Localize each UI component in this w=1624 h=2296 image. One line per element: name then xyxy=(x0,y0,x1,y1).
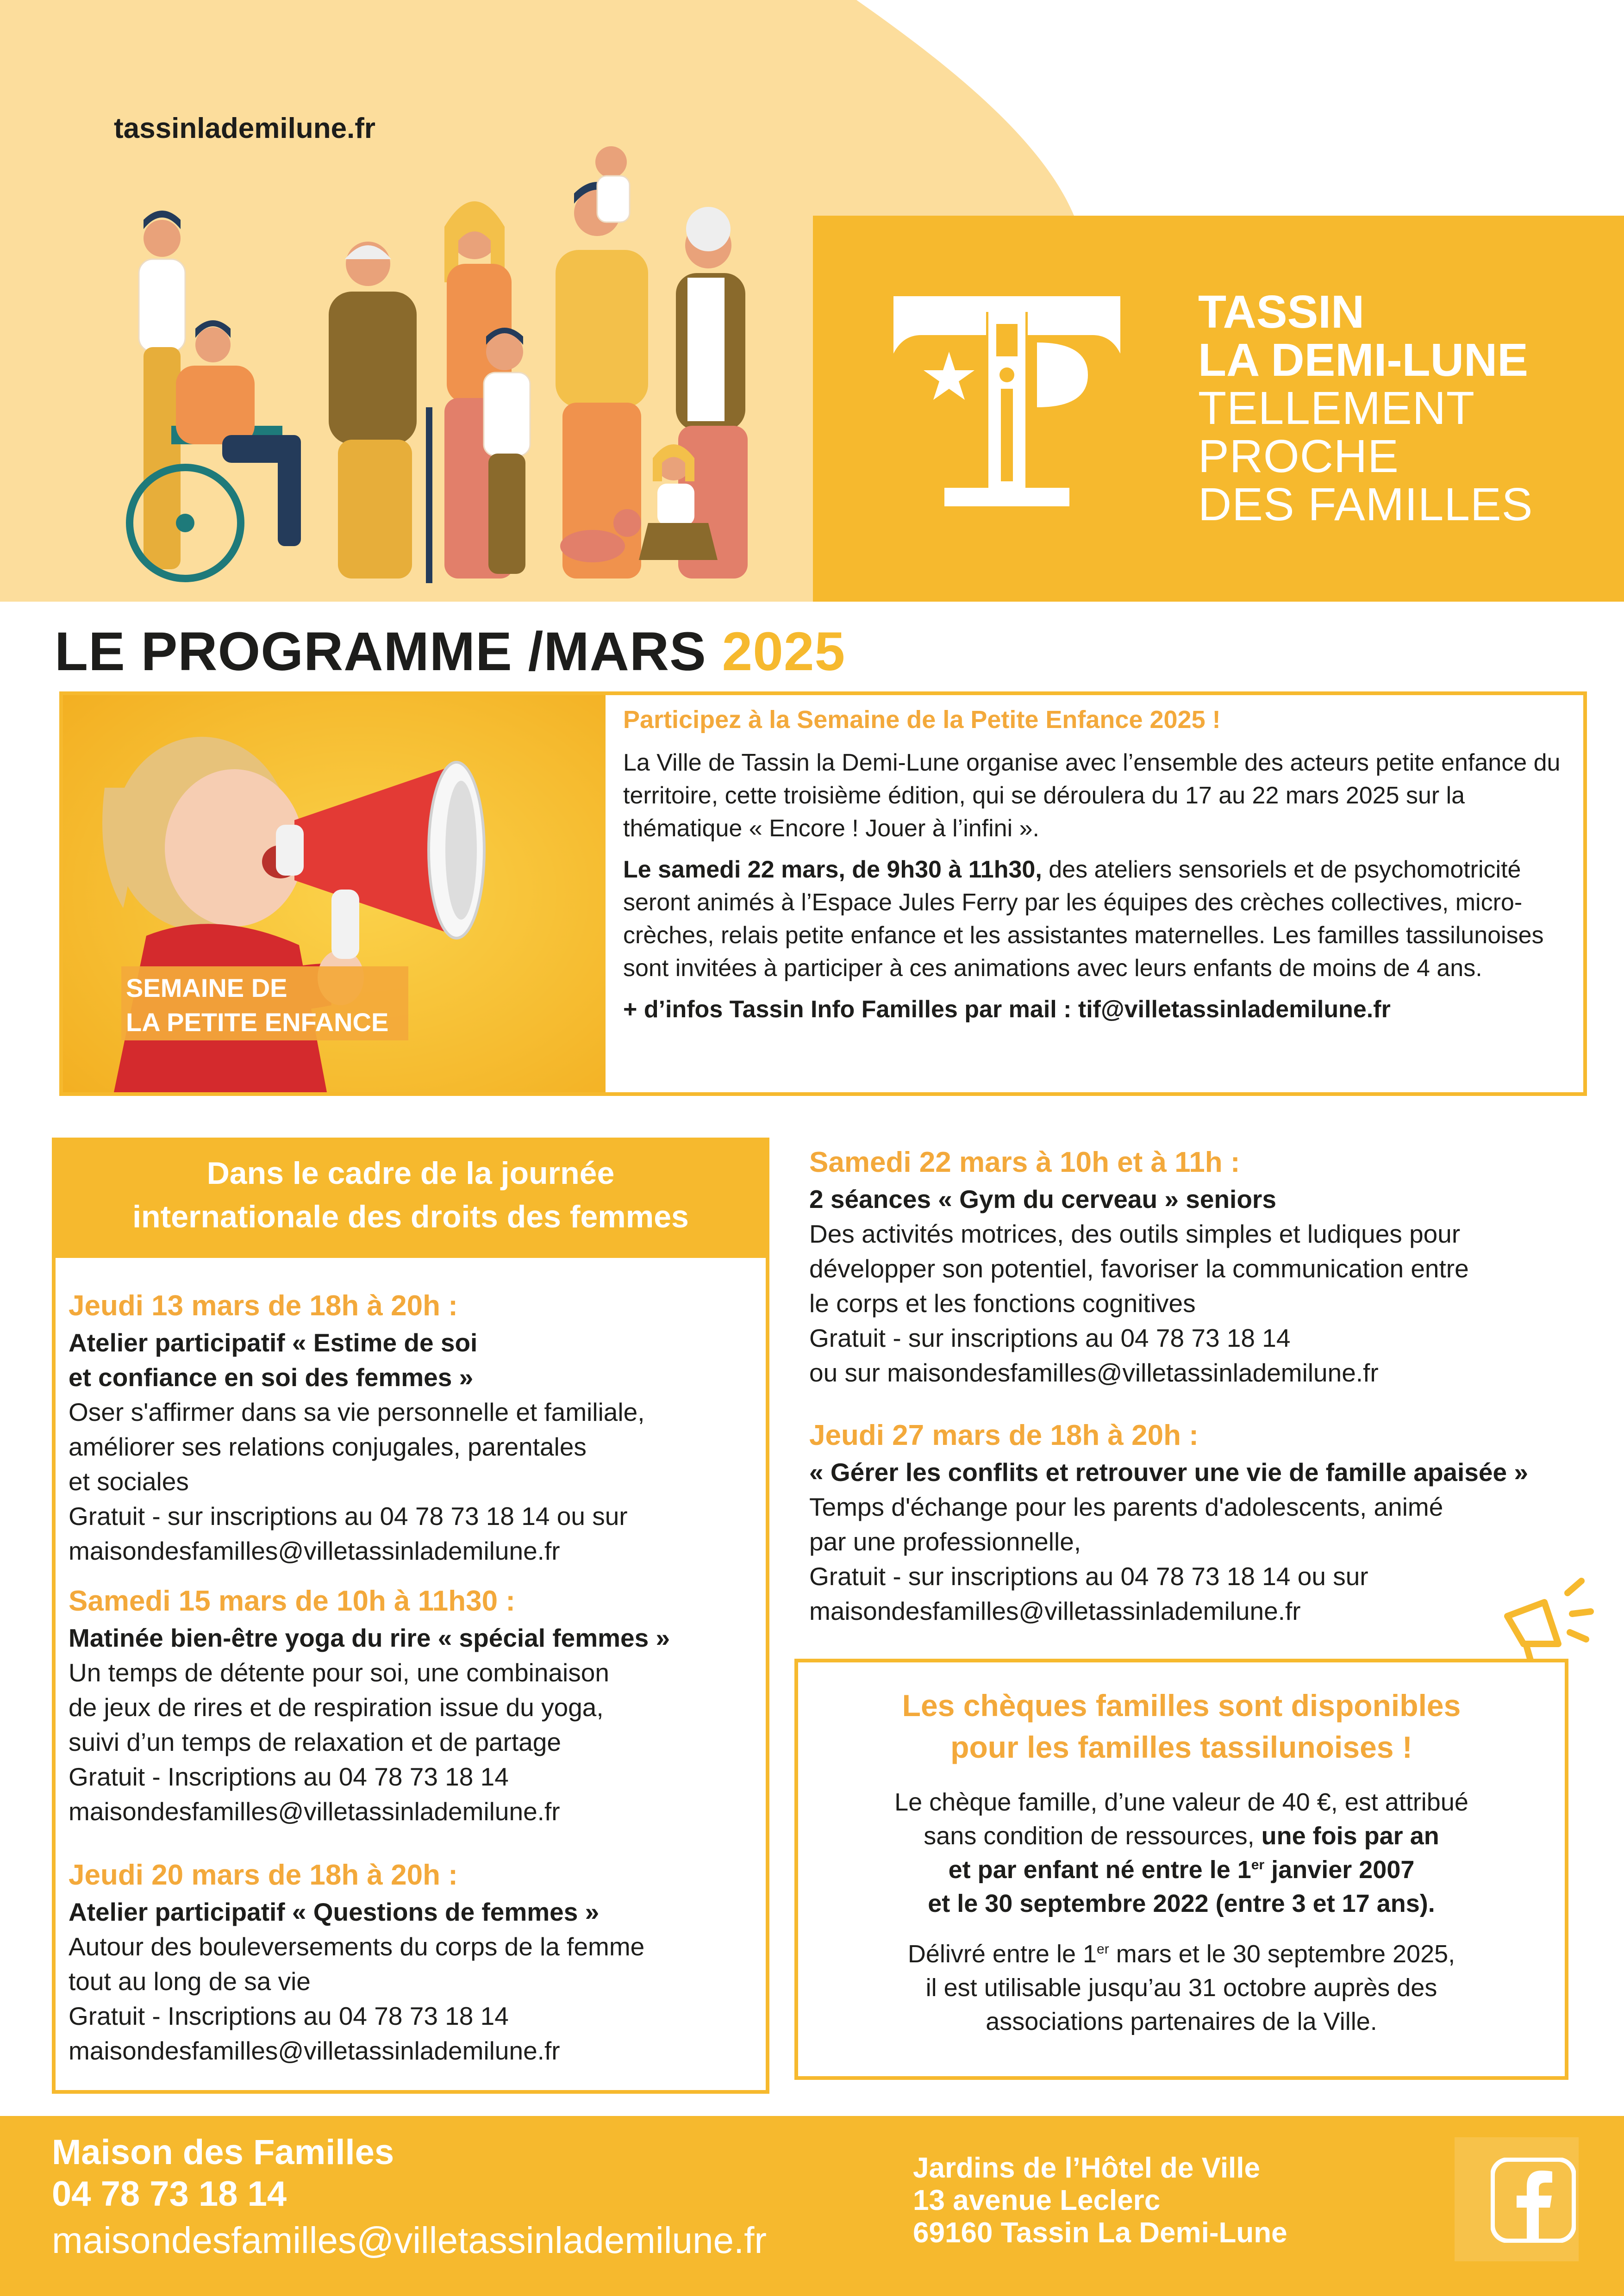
cheques-title-line1: Les chèques familles sont disponibles xyxy=(902,1688,1461,1723)
event-desc: Un temps de détente pour soi, une combinaison xyxy=(69,1658,609,1687)
cheques-sup: er xyxy=(1097,1941,1109,1957)
cheques-paragraph-2 xyxy=(806,1937,1557,2039)
event-email[interactable]: maisondesfamilles@villetassinlademilune.fr xyxy=(809,1597,1301,1625)
address-line1: Jardins de l’Hôtel de Ville xyxy=(913,2152,1260,2184)
cheques-text: mars et le 30 septembre 2025, xyxy=(1109,1940,1455,1968)
cheques-title xyxy=(806,1685,1557,1768)
footer-contact xyxy=(52,2132,767,2266)
cheques-text-bold: et le 30 septembre 2022 (entre 3 et 17 ans). xyxy=(928,1890,1435,1917)
event-desc: par une professionnelle, xyxy=(809,1527,1081,1556)
event-info: Gratuit - sur inscriptions au 04 78 73 18 14 ou sur xyxy=(809,1562,1368,1591)
megaphone-icon xyxy=(1498,1574,1595,1662)
cheques-line xyxy=(806,1853,1557,1887)
brand-line1: TASSIN xyxy=(1198,286,1365,338)
event-item xyxy=(69,1582,758,1829)
facebook-icon[interactable] xyxy=(1491,2158,1576,2243)
address-line3: 69160 Tassin La Demi-Lune xyxy=(913,2217,1287,2249)
cheques-text: Délivré entre le 1 xyxy=(907,1940,1097,1968)
event-title: et confiance en soi des femmes » xyxy=(69,1363,474,1392)
event-email[interactable]: maisondesfamilles@villetassinlademilune.fr xyxy=(69,1797,560,1826)
event-desc: Des activités motrices, des outils simples et ludiques pour xyxy=(809,1220,1461,1248)
petite-enfance-p1: La Ville de Tassin la Demi-Lune organise avec l’ensemble des acteurs petite enfance du territoire, cette troisième édition, qui se déroulera du 17 au 22 mars 2025 sur la thématique « Encore ! Jouer à l’infini ». xyxy=(623,749,1561,842)
event-info: Gratuit - sur inscriptions au 04 78 73 18 14 ou sur xyxy=(69,1502,628,1531)
cheques-text-bold: janvier 2007 xyxy=(1264,1856,1415,1884)
cheques-familles-text xyxy=(806,1685,1557,2039)
cheques-text-bold: une fois par an xyxy=(1261,1822,1439,1850)
event-date: Jeudi 13 mars de 18h à 20h : xyxy=(69,1290,458,1322)
site-url[interactable]: tassinlademilune.fr xyxy=(114,112,376,144)
event-title: Atelier participatif « Estime de soi xyxy=(69,1328,478,1357)
address-line2: 13 avenue Leclerc xyxy=(913,2184,1161,2216)
event-date: Jeudi 27 mars de 18h à 20h : xyxy=(809,1419,1199,1451)
cheques-text-bold: et par enfant né entre le 1 xyxy=(948,1856,1251,1884)
event-title: « Gérer les conflits et retrouver une vie de famille apaisée » xyxy=(809,1458,1528,1487)
footer-address xyxy=(913,2152,1287,2249)
cheques-line xyxy=(806,1819,1557,1853)
petite-enfance-p2-date: Le samedi 22 mars, de 9h30 à 11h30, xyxy=(623,856,1042,883)
footer-email[interactable]: maisondesfamilles@villetassinlademilune.fr xyxy=(52,2220,767,2261)
event-desc: suivi d’un temps de relaxation et de partage xyxy=(69,1728,561,1756)
cheques-title-line2: pour les familles tassilunoises ! xyxy=(950,1730,1412,1764)
cheques-sup: er xyxy=(1251,1857,1265,1873)
event-email[interactable]: maisondesfamilles@villetassinlademilune.fr xyxy=(69,2036,560,2065)
tag-line2: LA PETITE ENFANCE xyxy=(126,1008,389,1037)
womens-rights-head-line2: internationale des droits des femmes xyxy=(132,1199,689,1234)
event-desc: le corps et les fonctions cognitives xyxy=(809,1289,1196,1318)
event-desc: et sociales xyxy=(69,1467,189,1496)
petite-enfance-p2-rest: des ateliers sensoriels et de psychomotricité seront animés à l’Espace Jules Ferry par les équipes des crèches collectives, micro-crèches, relais petite enfance et les assistantes maternelles. Les familles tassilunoises sont invitées à participer à ces animations avec leurs enfants de moins de 4 ans. xyxy=(623,856,1544,982)
event-desc: Autour des bouleversements du corps de la femme xyxy=(69,1932,645,1961)
event-email[interactable]: ou sur maisondesfamilles@villetassinlademilune.fr xyxy=(809,1358,1379,1387)
cheques-text: sans condition de ressources, xyxy=(924,1822,1262,1850)
petite-enfance-headline: Participez à la Semaine de la Petite Enfance 2025 ! xyxy=(623,706,1221,734)
page-title xyxy=(55,620,845,683)
event-item xyxy=(809,1143,1596,1390)
event-desc: de jeux de rires et de respiration issue du yoga, xyxy=(69,1693,604,1722)
event-title: 2 séances « Gym du cerveau » seniors xyxy=(809,1185,1276,1213)
event-desc: tout au long de sa vie xyxy=(69,1967,311,1996)
petite-enfance-p2 xyxy=(623,853,1568,985)
family-group-illustration xyxy=(93,139,810,602)
event-date: Samedi 22 mars à 10h et à 11h : xyxy=(809,1146,1240,1178)
event-desc: améliorer ses relations conjugales, parentales xyxy=(69,1432,587,1461)
event-title: Atelier participatif « Questions de femmes » xyxy=(69,1898,600,1926)
tassin-t-logo-icon xyxy=(893,296,1120,518)
event-item xyxy=(69,1287,758,1568)
footer-name: Maison des Familles xyxy=(52,2133,394,2172)
brand-line2: LA DEMI-LUNE xyxy=(1198,334,1528,386)
event-info: Gratuit - Inscriptions au 04 78 73 18 14 xyxy=(69,2002,509,2030)
event-date: Samedi 15 mars de 10h à 11h30 : xyxy=(69,1585,515,1617)
event-info: Gratuit - sur inscriptions au 04 78 73 18 14 xyxy=(809,1324,1291,1352)
cheques-line xyxy=(806,1937,1557,1971)
event-desc: développer son potentiel, favoriser la communication entre xyxy=(809,1254,1469,1283)
petite-enfance-text xyxy=(623,703,1568,1034)
tagline-line1: TELLEMENT xyxy=(1198,382,1475,434)
page-title-main: LE PROGRAMME /MARS xyxy=(55,621,706,682)
event-item xyxy=(809,1416,1596,1629)
tag-line1: SEMAINE DE xyxy=(126,973,287,1002)
tagline-line3: DES FAMILLES xyxy=(1198,479,1533,530)
cheques-line xyxy=(806,1887,1557,1921)
event-title: Matinée bien-être yoga du rire « spécial femmes » xyxy=(69,1624,670,1652)
event-item xyxy=(69,1856,758,2068)
event-info: Gratuit - Inscriptions au 04 78 73 18 14 xyxy=(69,1762,509,1791)
womens-rights-header xyxy=(52,1151,769,1238)
cheques-line: associations partenaires de la Ville. xyxy=(986,2008,1377,2035)
event-email[interactable]: maisondesfamilles@villetassinlademilune.fr xyxy=(69,1537,560,1565)
page-title-year: 2025 xyxy=(722,621,846,682)
event-date: Jeudi 20 mars de 18h à 20h : xyxy=(69,1859,458,1891)
petite-enfance-tag xyxy=(126,971,388,1039)
petite-enfance-contact[interactable]: + d’infos Tassin Info Familles par mail : tif@villetassinlademilune.fr xyxy=(623,996,1391,1023)
tagline-line2: PROCHE xyxy=(1198,430,1399,482)
footer-phone[interactable]: 04 78 73 18 14 xyxy=(52,2174,287,2214)
cheques-line: il est utilisable jusqu’au 31 octobre auprès des xyxy=(925,1974,1437,2002)
cheques-paragraph-1 xyxy=(806,1786,1557,1921)
brand-wordmark xyxy=(1198,288,1533,529)
event-desc: Oser s'affirmer dans sa vie personnelle et familiale, xyxy=(69,1398,645,1426)
event-desc: Temps d'échange pour les parents d'adolescents, animé xyxy=(809,1493,1443,1521)
cheques-line: Le chèque famille, d’une valeur de 40 €, est attribué xyxy=(894,1788,1468,1816)
womens-rights-head-line1: Dans le cadre de la journée xyxy=(206,1156,615,1191)
